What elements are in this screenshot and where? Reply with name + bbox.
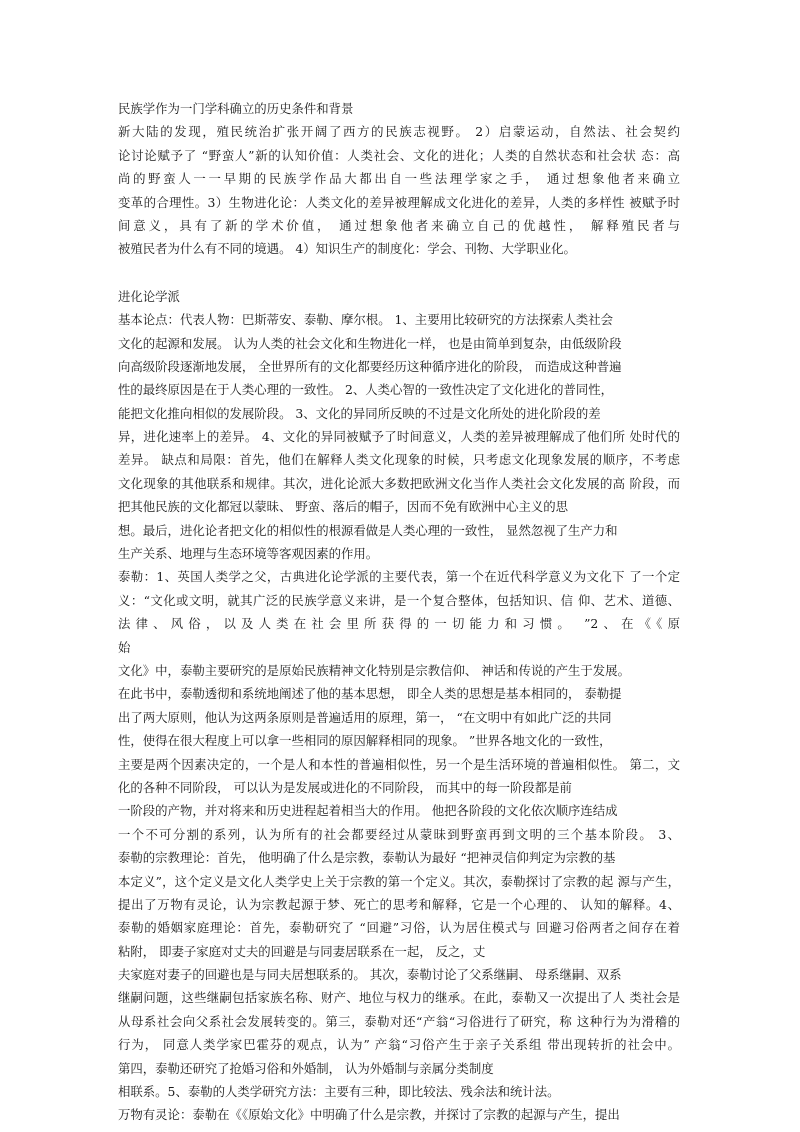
text-line: 间意义，具有了新的学术价值， 通过想象他者来确立自己的优越性， 解释殖民者与 [118, 217, 680, 233]
text-line: 把其他民族的文化都冠以蒙昧、 野蛮、落后的帽子，因而不免有欧洲中心主义的思 [118, 499, 569, 515]
text-line: 变革的合理性。3）生物进化论：人类文化的差异被理解成文化进化的差异，人类的多样性 被赋予时 [118, 194, 680, 210]
text-line: 出了两大原则，他认为这两条原则是普遍适用的原理，第一， “在文明中有如此广泛的共同 [118, 709, 612, 725]
document-body [118, 97, 680, 1127]
text-line: 文化现象的其他联系和规律。其次，进化论派大多数把欧洲文化当作人类社会文化发展的高 阶段，而 [118, 475, 680, 491]
text-line: 万物有灵论：泰勒在《《原始文化》中明确了什么是宗教，并探讨了宗教的起源与产生，提出 [118, 1107, 620, 1123]
text-line: 夫家庭对妻子的回避也是与同夫居想联系的。 其次，泰勒讨论了父系继嗣、 母系继嗣、双系 [118, 967, 622, 983]
text-line: 差异。 缺点和局限：首先，他们在解释人类文化现象的时候，只考虑文化现象发展的顺序，不考虑 [118, 452, 680, 468]
text-line: 泰勒的婚姻家庭理论：首先，泰勒研究了 “回避”习俗，认为居住模式与 回避习俗两者之间存在着 [118, 920, 680, 936]
text-line: 从母系社会向父系社会发展转变的。第三，泰勒对还“产翁“习俗进行了研究，称 这种行为为滑稽的 [118, 1013, 680, 1029]
document-page [118, 97, 680, 1127]
text-line: 文化》中，泰勒主要研究的是原始民族精神文化特别是宗教信仰、 神话和传说的产生于发展。 [118, 662, 630, 678]
text-line: 化的各种不同阶段， 可以认为是发展或进化的不同阶段， 而其中的每一阶段都是前 [118, 779, 572, 795]
text-line: 本定义”，这个定义是文化人类学史上关于宗教的第一个定义。其次，泰勒探讨了宗教的起 源与产生， [118, 873, 680, 889]
text-line: 被殖民者为什么有不同的境遇。 4）知识生产的制度化：学会、刊物、大学职业化。 [118, 241, 576, 257]
text-line: 性，使得在很大程度上可以拿一些相同的原因解释相同的现象。 ”世界各地文化的一致性， [118, 733, 612, 749]
text-line: 提出了万物有灵论，认为宗教起源于梦、死亡的思考和解释，它是一个心理的、 认知的解释。4、 [118, 896, 680, 912]
text-line: 泰勒：1、英国人类学之父，古典进化论学派的主要代表，第一个在近代科学意义为文化下 了一个定 [118, 569, 680, 585]
text-line: 粘附， 即妻子家庭对丈夫的回避是与同妻居联系在一起， 反之，丈 [118, 943, 486, 959]
text-line: 泰勒的宗教理论：首先， 他明确了什么是宗教，泰勒认为最好 “把神灵信仰判定为宗教的基 [118, 850, 616, 866]
text-line: 继嗣问题，这些继嗣包括家族名称、财产、地位与权力的继承。在此，泰勒又一次提出了人 类社会是 [118, 990, 680, 1006]
section-heading-line: 民族学作为一门学科确立的历史条件和背景 [118, 101, 354, 116]
text-line: 能把文化推向相似的发展阶段。 3、文化的异同所反映的不过是文化所处的进化阶段的差 [118, 405, 601, 421]
text-line: 始 [118, 639, 131, 655]
text-line: 论讨论赋予了 “野蛮人”新的认知价值：人类社会、文化的进化；人类的自然状态和社会状 态：高 [118, 147, 680, 163]
text-line: 想。最后，进化论者把文化的相似性的根源看做是人类心理的一致性， 显然忽视了生产力和 [118, 522, 618, 538]
text-line: 法律、风俗，以及人类在社会里所获得的一切能力和习惯。 ”2、在《《原 [118, 616, 680, 632]
text-line: 向高级阶段逐渐地发展， 全世界所有的文化都要经历这种循序进化的阶段， 而造成这种普遍 [118, 358, 622, 374]
text-line: 生产关系、地理与生态环境等客观因素的作用。 [118, 546, 379, 562]
text-line: 异，进化速率上的差异。 4、文化的异同被赋予了时间意义，人类的差异被理解成了他们所 处时代的 [118, 429, 680, 445]
text-line: 一阶段的产物，并对将来和历史进程起着相当大的作用。 他把各阶段的文化依次顺序连结成 [118, 803, 618, 819]
text-line: 主要是两个因素决定的，一个是人和本性的普遍相似性，另一个是生活环境的普遍相似性。 第二，文 [118, 756, 680, 772]
section-heading-line: 进化论学派 [118, 288, 180, 304]
text-line: 在此书中，泰勒透彻和系统地阐述了他的基本思想， 即全人类的思想是基本相同的， 泰勒提 [118, 686, 622, 702]
section-gap [118, 261, 680, 285]
text-line: 文化的起源和发展。 认为人类的社会文化和生物进化一样， 也是由简单到复杂，由低级阶段 [118, 335, 622, 351]
text-line: 尚的野蛮人一一早期的民族学作品大都出自一些法理学家之手， 通过想象他者来确立 [118, 171, 680, 187]
text-line: 第四，泰勒还研究了抢婚习俗和外婚制， 认为外婚制与亲属分类制度 [118, 1060, 494, 1076]
text-line: 行为， 同意人类学家巴霍芬的观点，认为” 产翁“习俗产生于亲子关系组 带出现转折的社会中。 [118, 1037, 680, 1053]
text-line: 一个不可分割的系列，认为所有的社会都要经过从蒙昧到野蛮再到文明的三个基本阶段。 3、 [118, 826, 680, 842]
text-line: 性的最终原因是在于人类心理的一致性。 2、人类心智的一致性决定了文化进化的普同性， [118, 382, 614, 398]
section-evolutionism [118, 285, 680, 1127]
section-background [118, 97, 680, 261]
text-line: 义：“文化或文明，就其广泛的民族学意义来讲，是一个复合整体，包括知识、信 仰、艺术、道德、 [118, 592, 680, 608]
text-line: 基本论点：代表人物：巴斯蒂安、泰勒、摩尔根。 1、主要用比较研究的方法探索人类社会 [118, 312, 614, 328]
text-line: 相联系。5、泰勒的人类学研究方法：主要有三种，即比较法、残余法和统计法。 [118, 1084, 560, 1100]
text-line: 新大陆的发现，殖民统治扩张开阔了西方的民族志视野。 2）启蒙运动，自然法、社会契约 [118, 124, 680, 140]
